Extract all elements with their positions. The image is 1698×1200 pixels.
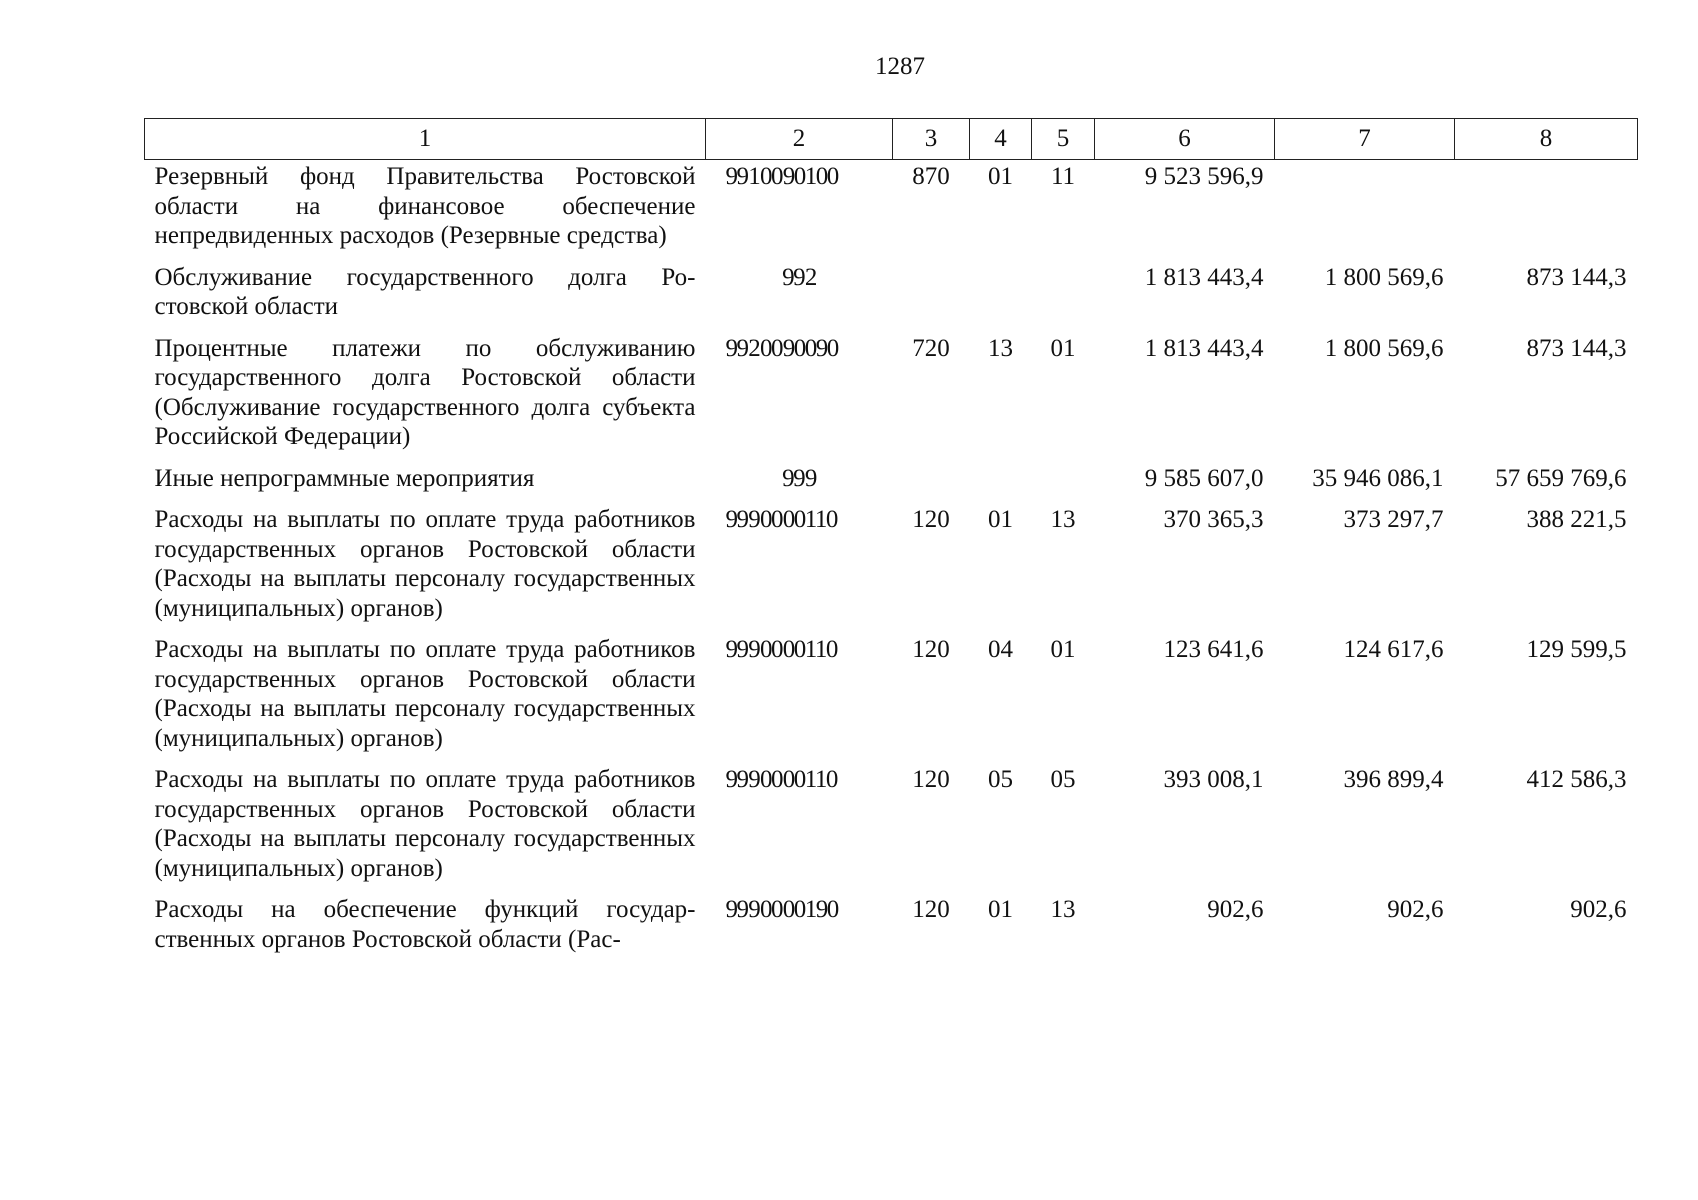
row-name: Расходы на обеспечение функций государственных органов Ростовской области (Рас- <box>154 896 696 953</box>
header-col-3: 3 <box>893 119 970 160</box>
row-name: Расходы на выплаты по оплате труда работников государственных органов Ростовской области (Расходы на выплаты персоналу государственных (муниципальных) органов) <box>154 636 696 752</box>
row-target-article: 99 2 <box>782 263 816 291</box>
table-row <box>145 464 1638 506</box>
row-amount-col-6: 370 365,3 <box>1163 506 1264 533</box>
header-col-6: 6 <box>1095 119 1275 160</box>
row-section: 04 <box>988 636 1013 663</box>
row-subsection <box>1032 263 1095 334</box>
row-section: 01 <box>988 506 1013 533</box>
row-expense-type: 120 <box>912 896 950 923</box>
row-amount-col-8: 412 586,3 <box>1526 766 1627 793</box>
page-number: 1287 <box>875 53 925 80</box>
row-target-article: 99 2 00 90090 <box>725 334 838 362</box>
row-expense-type: 120 <box>912 766 950 793</box>
row-target-article: 99 9 <box>782 464 816 492</box>
row-amount-col-6: 1 813 443,4 <box>1144 263 1264 291</box>
header-col-5: 5 <box>1032 119 1095 160</box>
row-amount-col-6: 393 008,1 <box>1163 766 1264 793</box>
row-amount-col-7: 1 800 569,6 <box>1324 263 1444 291</box>
table-row <box>145 895 1638 966</box>
header-col-7: 7 <box>1275 119 1455 160</box>
row-amount-col-6: 1 813 443,4 <box>1144 334 1264 362</box>
row-section: 01 <box>988 896 1013 923</box>
row-expense-type <box>893 464 970 506</box>
row-subsection: 13 <box>1050 506 1076 533</box>
row-name: Расходы на выплаты по оплате труда работников государственных органов Ростовской области (Расходы на выплаты персоналу государственных (муниципальных) органов) <box>154 506 696 622</box>
row-target-article: 99 9 00 00110 <box>725 506 837 533</box>
row-amount-col-8: 388 221,5 <box>1526 506 1627 533</box>
row-target-article: 99 9 00 00110 <box>725 636 837 663</box>
row-subsection: 13 <box>1050 896 1076 923</box>
row-name: Процентные платежи по обслуживанию государственного долга Ростовской области (Обслуживание государственного долга субъекта Российской Федерации) <box>154 334 696 450</box>
row-expense-type: 120 <box>912 636 950 663</box>
row-target-article: 99 9 00 00190 <box>725 896 838 923</box>
row-expense-type <box>893 263 970 334</box>
row-amount-col-6: 902,6 <box>1207 896 1264 923</box>
row-section: 05 <box>988 766 1013 793</box>
header-col-8: 8 <box>1455 119 1638 160</box>
row-amount-col-8 <box>1455 160 1638 263</box>
table-row <box>145 505 1638 635</box>
table-body <box>145 160 1638 967</box>
table-row <box>145 635 1638 765</box>
header-col-2: 2 <box>706 119 893 160</box>
table-row <box>145 334 1638 464</box>
row-amount-col-8: 873 144,3 <box>1526 263 1627 291</box>
row-subsection: 01 <box>1050 334 1076 362</box>
row-amount-col-6: 9 523 596,9 <box>1144 163 1264 190</box>
row-name: Иные непрограммные мероприятия <box>154 464 535 492</box>
row-amount-col-7: 902,6 <box>1387 896 1444 923</box>
budget-table <box>144 118 1638 966</box>
header-col-1: 1 <box>145 119 706 160</box>
row-amount-col-8: 902,6 <box>1570 896 1627 923</box>
row-section <box>970 263 1032 334</box>
table-row <box>145 765 1638 895</box>
row-subsection <box>1032 464 1095 506</box>
row-name: Расходы на выплаты по оплате труда работников государственных органов Ростовской области (Расходы на выплаты персоналу государственных (муниципальных) органов) <box>154 766 696 882</box>
row-amount-col-7 <box>1275 160 1455 263</box>
row-amount-col-7: 35 946 086,1 <box>1312 464 1444 492</box>
row-subsection: 11 <box>1050 163 1076 190</box>
row-name: Резервный фонд Правительства Ростовской области на финансовое обеспечение непредвиденных расходов (Резервные средства) <box>154 163 696 249</box>
table-row <box>145 160 1638 263</box>
row-amount-col-6: 123 641,6 <box>1163 636 1264 663</box>
row-expense-type: 120 <box>912 506 950 533</box>
row-name: Обслуживание государственного долга Ростовской области <box>154 263 696 320</box>
header-row <box>145 119 1638 160</box>
row-section: 13 <box>988 334 1013 362</box>
row-section: 01 <box>988 163 1013 190</box>
row-section <box>970 464 1032 506</box>
row-amount-col-7: 373 297,7 <box>1343 506 1444 533</box>
row-subsection: 01 <box>1050 636 1076 663</box>
row-amount-col-8: 129 599,5 <box>1526 636 1627 663</box>
row-amount-col-8: 57 659 769,6 <box>1495 464 1627 492</box>
row-amount-col-7: 124 617,6 <box>1343 636 1444 663</box>
row-expense-type: 720 <box>912 334 950 362</box>
row-amount-col-7: 396 899,4 <box>1343 766 1444 793</box>
row-amount-col-8: 873 144,3 <box>1526 334 1627 362</box>
row-amount-col-7: 1 800 569,6 <box>1324 334 1444 362</box>
row-subsection: 05 <box>1050 766 1076 793</box>
row-target-article: 99 1 00 90100 <box>725 163 838 190</box>
row-expense-type: 870 <box>912 163 950 190</box>
row-amount-col-6: 9 585 607,0 <box>1144 464 1264 492</box>
header-col-4: 4 <box>970 119 1032 160</box>
table-row <box>145 263 1638 334</box>
table-header <box>145 119 1638 160</box>
row-target-article: 99 9 00 00110 <box>725 766 837 793</box>
